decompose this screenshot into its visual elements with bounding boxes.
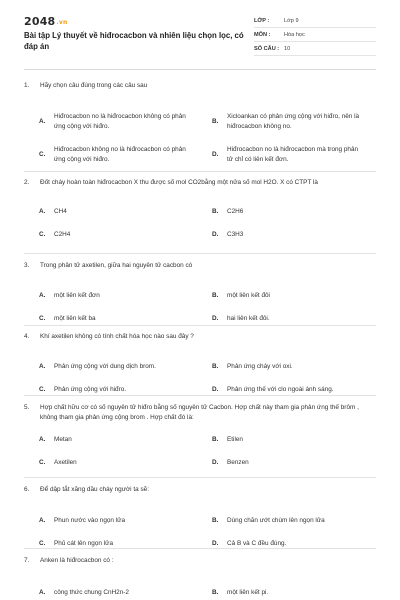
question-number: 6. [24, 486, 30, 493]
question-body: Anken là hiđrocacbon có : [40, 557, 114, 564]
meta-value: Lớp 9 [284, 17, 299, 24]
option-text: Axetilen [54, 459, 77, 466]
option-text: Hiđrocacbon no là hiđrocacbon mà trong phân tử chỉ có liên kết đơn. [227, 146, 359, 163]
option-text: C2H4 [54, 231, 71, 238]
question-divider [24, 325, 376, 326]
option-letter: A. [39, 436, 46, 443]
option-b[interactable] [212, 362, 293, 372]
option-text: một liên kết đơn [54, 292, 100, 299]
meta-row-mon [254, 28, 376, 42]
option-a[interactable] [39, 588, 129, 598]
question-divider [24, 253, 376, 254]
option-letter: B. [212, 208, 219, 215]
question-number: 4. [24, 333, 30, 340]
option-a[interactable] [39, 435, 72, 445]
option-a[interactable] [39, 112, 192, 131]
option-letter: C. [39, 150, 46, 158]
option-letter: B. [212, 517, 219, 524]
option-letter: D. [212, 459, 219, 466]
option-c[interactable] [39, 145, 192, 164]
option-text: hai liên kết đôi. [227, 315, 270, 322]
option-text: một liên kết đôi [227, 292, 270, 299]
option-letter: A. [39, 517, 46, 524]
header-divider [24, 69, 376, 70]
option-letter: B. [212, 436, 219, 443]
question-body: Hãy chọn câu đúng trong các câu sau [40, 82, 148, 89]
question-number: 5. [24, 404, 30, 411]
meta-value: 10 [284, 45, 291, 52]
site-logo[interactable] [24, 15, 67, 28]
option-text: Phản ứng thế với clo ngoài ánh sáng. [227, 386, 334, 393]
meta-label: LỚP : [254, 17, 270, 24]
option-text: Phản ứng cháy với oxi. [227, 363, 293, 370]
option-c[interactable] [39, 314, 96, 324]
option-letter: C. [39, 315, 46, 322]
page-title: Bài tập Lý thuyết về hiđrocacbon và nhiên liệu chọn lọc, có đáp án [24, 31, 244, 51]
option-letter: C. [39, 386, 46, 393]
option-text: Cả B và C đều đúng. [227, 540, 287, 547]
question-body: Trong phân tử axetilen, giữa hai nguyên tử cacbon có [40, 262, 193, 269]
option-text: công thức chung CnH2n-2 [54, 589, 129, 596]
option-b[interactable] [212, 516, 325, 526]
option-text: CH4 [54, 208, 67, 215]
option-a[interactable] [39, 207, 67, 217]
question-3 [24, 261, 376, 330]
question-1 [24, 81, 376, 162]
option-letter: D. [212, 150, 219, 158]
option-text: Hiđrocacbon không no là hiđrocacbon có phản ứng cộng với hiđro. [54, 146, 186, 163]
option-text: một liên kết ba [54, 315, 96, 322]
option-letter: C. [39, 540, 46, 547]
option-letter: A. [39, 589, 46, 596]
question-body: Hợp chất hữu cơ có số nguyên tử hiđro bằng số nguyên tử Cacbon. Hợp chất này tham gia phản ứng thế brôm , không tham gia phản ứng cộng brom . Hợp chất đó là: [40, 404, 359, 421]
option-text: một liên kết pi. [227, 589, 269, 596]
option-b[interactable] [212, 291, 270, 301]
question-text [24, 178, 376, 188]
option-d[interactable] [212, 458, 249, 468]
options [24, 432, 376, 482]
meta-table [254, 14, 376, 56]
question-text [24, 261, 376, 271]
option-letter: B. [212, 363, 219, 370]
option-letter: D. [212, 315, 219, 322]
question-4 [24, 332, 376, 401]
option-text: Xicloankan có phản ứng cộng với hiđro, nên là hiđrocacbon không no. [227, 113, 360, 130]
options [24, 100, 376, 162]
meta-row-lop [254, 14, 376, 28]
question-divider [24, 477, 376, 478]
question-text [24, 556, 376, 566]
option-text: C2H6 [227, 208, 244, 215]
logo-text: 2048 [24, 15, 56, 28]
option-d[interactable] [212, 230, 243, 240]
option-b[interactable] [212, 588, 268, 598]
options [24, 280, 376, 330]
option-text: Phản ứng cộng với hiđro. [54, 386, 127, 393]
option-text: Hiđrocacbon no là hiđrocacbon không có phản ứng cộng với hiđro. [54, 113, 186, 130]
question-text [24, 81, 376, 91]
option-b[interactable] [212, 112, 365, 131]
question-divider [24, 548, 376, 549]
option-text: Benzen [227, 459, 249, 466]
option-c[interactable] [39, 385, 126, 395]
option-letter: D. [212, 231, 219, 238]
logo-suffix: .vn [56, 19, 68, 26]
option-text: Metan [54, 436, 72, 443]
question-2 [24, 178, 376, 247]
options [24, 197, 376, 247]
option-a[interactable] [39, 362, 156, 372]
option-d[interactable] [212, 145, 365, 164]
question-text [24, 403, 376, 423]
question-text [24, 332, 376, 342]
option-letter: B. [212, 117, 219, 125]
option-text: Phun nước vào ngọn lửa [54, 517, 126, 524]
question-7 [24, 556, 376, 600]
option-letter: C. [39, 459, 46, 466]
question-number: 2. [24, 179, 30, 186]
option-c[interactable] [39, 458, 77, 468]
option-c[interactable] [39, 230, 70, 240]
question-body: Để dập tắt xăng dầu cháy người ta sẽ: [40, 486, 150, 493]
question-6 [24, 485, 376, 554]
question-number: 1. [24, 82, 30, 89]
option-letter: B. [212, 292, 219, 299]
option-letter: D. [212, 386, 219, 393]
option-letter: A. [39, 292, 46, 299]
option-letter: A. [39, 208, 46, 215]
option-d[interactable] [212, 314, 270, 324]
option-text: Phản ứng cộng với dung dịch brom. [54, 363, 156, 370]
option-a[interactable] [39, 291, 100, 301]
option-b[interactable] [212, 435, 243, 445]
question-divider [24, 395, 376, 396]
option-letter: D. [212, 540, 219, 547]
option-text: Phủ cát lên ngọn lửa [54, 540, 113, 547]
question-number: 7. [24, 557, 30, 564]
options [24, 575, 376, 600]
option-b[interactable] [212, 207, 243, 217]
options [24, 351, 376, 401]
question-number: 3. [24, 262, 30, 269]
question-text [24, 485, 376, 495]
option-letter: A. [39, 117, 46, 125]
option-letter: A. [39, 363, 46, 370]
option-letter: C. [39, 231, 46, 238]
header [0, 0, 400, 68]
meta-row-socau [254, 42, 376, 56]
question-divider [24, 171, 376, 172]
meta-label: SỐ CÂU : [254, 45, 280, 52]
option-a[interactable] [39, 516, 125, 526]
option-d[interactable] [212, 385, 334, 395]
meta-value: Hóa học [284, 31, 305, 38]
question-body: Đốt cháy hoàn toàn hiđrocacbon X thu được số mol CO2bằng một nửa số mol H2O. X có CTPT là [40, 179, 318, 186]
option-text: C3H3 [227, 231, 244, 238]
question-body: Khí axetilen không có tính chất hóa học nào sau đây ? [40, 333, 194, 340]
option-letter: B. [212, 589, 219, 596]
options [24, 504, 376, 554]
question-5 [24, 403, 376, 482]
meta-label: MÔN : [254, 31, 271, 38]
option-text: Etilen [227, 436, 243, 443]
option-text: Dùng chăn ướt chùm lên ngọn lửa [227, 517, 325, 524]
